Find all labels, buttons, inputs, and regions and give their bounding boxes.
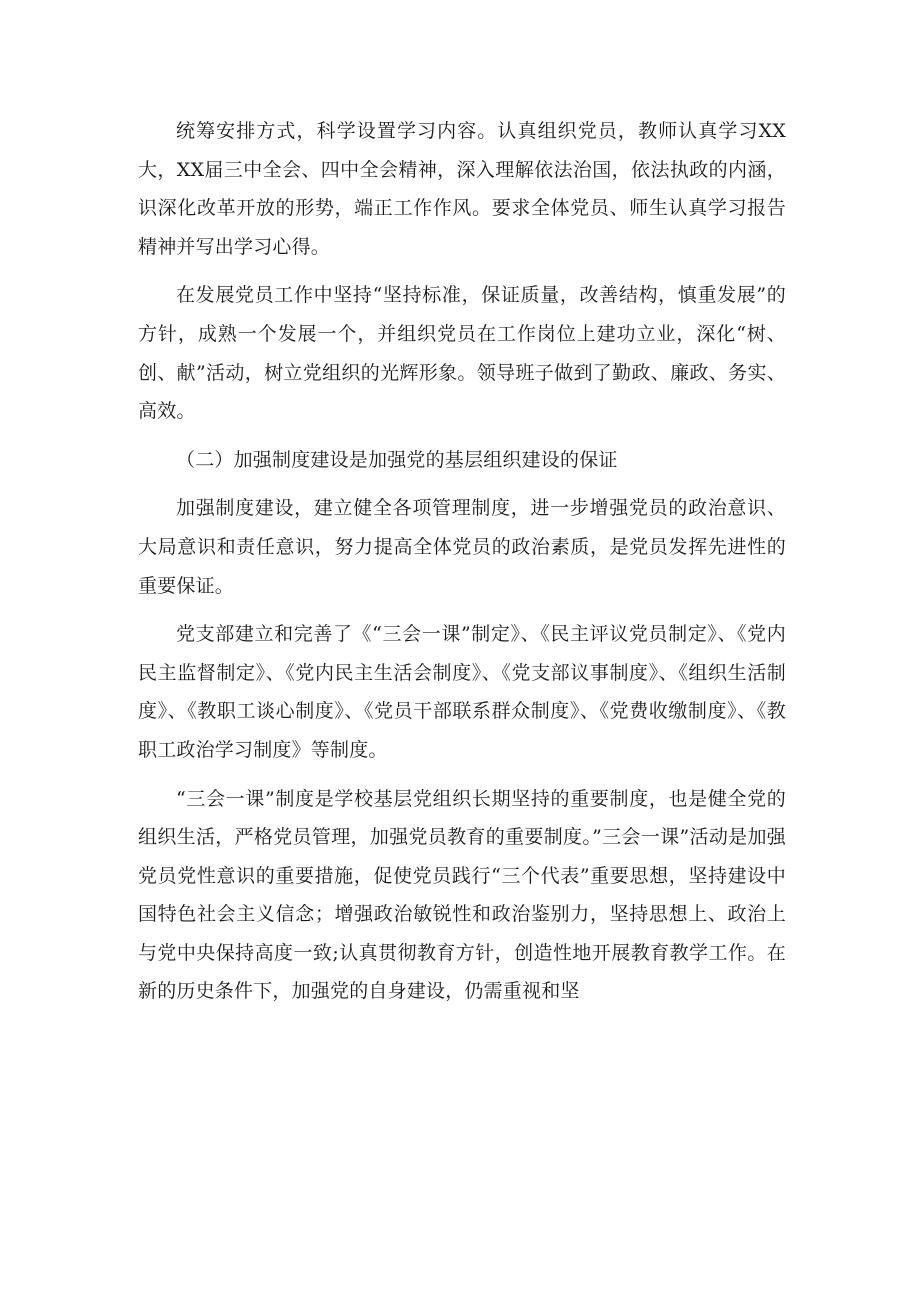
- paragraph-three-meetings-one-lesson: “三会一课”制度是学校基层党组织长期坚持的重要制度，也是健全党的组织生活，严格党员管理，加强党员教育的重要制度。”三会一课”活动是加强党员党性意识的重要措施，促使党员践行“三个代表”重要思想，坚持建设中国特色社会主义信念；增强政治敏锐性和政治鉴别力，坚持思想上、政治上与党中央保持高度一致;认真贯彻教育方针，创造性地开展教育教学工作。在新的历史条件下，加强党的自身建设，仍需重视和坚: [138, 787, 786, 1003]
- paragraph-study-arrangement: 统筹安排方式，科学设置学习内容。认真组织党员，教师认真学习XX大，XX届三中全会、四中全会精神，深入理解依法治国，依法执政的内涵，识深化改革开放的形势，端正工作作风。要求全体党员、师生认真学习报告精神并写出学习心得。: [138, 120, 786, 258]
- paragraph-system-building: 加强制度建设，建立健全各项管理制度，进一步增强党员的政治意识、大局意识和责任意识，努力提高全体党员的政治素质，是党员发挥先进性的重要保证。: [138, 497, 786, 597]
- paragraph-party-member-development: 在发展党员工作中坚持“坚持标准，保证质量，改善结构，慎重发展”的方针，成熟一个发展一个，并组织党员在工作岗位上建功立业，深化“树、创、献”活动，树立党组织的光辉形象。领导班子做到了勤政、廉政、务实、高效。: [138, 284, 786, 423]
- paragraph-branch-regulations: 党支部建立和完善了《“三会一课”制定》、《民主评议党员制定》、《党内民主监督制定》、《党内民主生活会制度》、《党支部议事制度》、《组织生活制度》、《教职工谈心制度》、《党员干部联系群众制度》、《党费收缴制度》、《教职工政治学习制度》等制度。: [138, 623, 786, 761]
- document-body: [138, 112, 786, 1021]
- section-heading-system-building: （二）加强制度建设是加强党的基层组织建设的保证: [176, 448, 618, 471]
